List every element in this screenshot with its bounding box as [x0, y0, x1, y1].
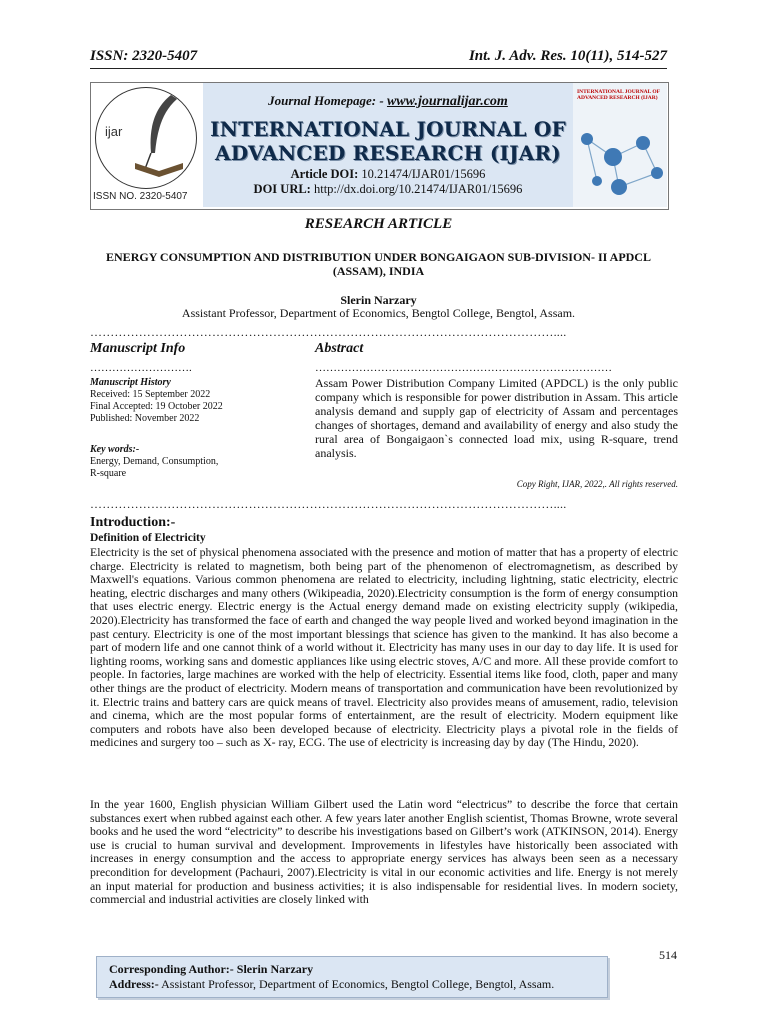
manuscript-info-heading: Manuscript Info	[90, 341, 186, 356]
journal-logo	[91, 83, 203, 207]
journal-title-line1: INTERNATIONAL JOURNAL OF	[210, 117, 566, 141]
history-heading: Manuscript History	[90, 377, 171, 388]
keywords-line1: Energy, Demand, Consumption,	[90, 456, 219, 467]
introduction-heading: Introduction:-	[90, 515, 176, 530]
keywords-line2: R-square	[90, 468, 127, 479]
molecule-icon	[573, 109, 667, 207]
keywords-heading: Key words:-	[90, 444, 140, 455]
abstract-heading: Abstract	[315, 341, 364, 356]
issn-text: ISSN: 2320-5407	[90, 48, 198, 64]
quill-book-icon	[131, 91, 187, 177]
corresponding-author: Corresponding Author:- Slerin Narzary	[109, 962, 314, 976]
received-date: Received: 15 September 2022	[90, 389, 211, 400]
keywords	[90, 444, 240, 480]
homepage-label: Journal Homepage: -	[268, 93, 384, 108]
logo-issn: ISSN NO. 2320-5407	[93, 191, 188, 202]
running-header	[90, 48, 667, 65]
address-value: Assistant Professor, Department of Economics, Bengtol College, Bengtol, Assam.	[158, 977, 555, 991]
header-rule	[90, 68, 667, 69]
homepage-link[interactable]: www.journalijar.com	[386, 94, 508, 109]
author-address	[109, 977, 554, 992]
doi-url-label: DOI URL:	[253, 182, 311, 196]
accepted-date: Final Accepted: 19 October 2022	[90, 401, 223, 412]
manuscript-dots: ……………………….	[90, 362, 192, 374]
published-date: Published: November 2022	[90, 413, 200, 424]
page-number: 514	[659, 948, 677, 962]
corresponding-author-box	[96, 956, 608, 998]
body-paragraph-1: Electricity is the set of physical phenomena associated with the presence and motion of matter that has a property of electric charge. Electricity is related to magnetism, both being part of the phenomenon of electromagnetism, as described by Maxwell's equations. Various common phenomena are related to electricity, including lightning, static electricity, electric heating, electric discharges and many others (Wikipeadia, 2020).Electricity consumption is the form of energy consumption that uses electric energy. Electric energy is the Actual energy demand made on existing electricity supply (wikipedia, 2020).Electricity has transformed the face of earth and changed the way people lived and worked beyond imagination in the past century. Electricity is one of the most important blessings that science has given to the mankind. It has also become a part of modern life and one cannot think of a world without it. Electricity has many uses in our day to day life. It is used for lighting rooms, working sans and domestic appliances like using electric stoves, A/C and more. All these provide comfort to people. In factories, large machines are worked with the help of electricity. Essential items like food, cloth, paper and many other things are the product of electricity. Modern means of transportation and communication have been revolutionized by it. Electric trains and battery cars are quick means of travel. Electricity also provides means of amusement, radio, television and cinema, which are the most popular forms of entertainment, are the result of electricity. Modern equipment like computers and robots have also been developed because of electricity. Electricity plays a pivotal role in the fields of medicines and surgery too – such as X- ray, ECG. The use of electricity is increasing day by day (The Hindu, 2020).	[90, 545, 678, 750]
doi-label: Article DOI:	[290, 167, 359, 181]
article-title: ENERGY CONSUMPTION AND DISTRIBUTION UNDER BONGAIGAON SUB-DIVISION- II APDCL (ASSAM), INDIA	[106, 250, 651, 278]
separator-top: ……………………………………………………………………………………………………....	[90, 325, 567, 339]
logo-text: ijar	[105, 124, 123, 139]
author-name: Slerin Narzary	[340, 293, 417, 307]
definition-heading: Definition of Electricity	[90, 532, 206, 544]
journal-title-line2: ADVANCED RESEARCH (IJAR)	[215, 141, 561, 165]
abstract-text: Assam Power Distribution Company Limited (APDCL) is the only public company which is responsible for power distribution in Assam. This article analysis demand and supply gap of electricity of Assam and percentages changes of shortages, demand and availability of energy and also study the rural area of Bongaigaon`s connected load mix, using R-square, trend analysis.	[315, 376, 678, 460]
doi-value: 10.21474/IJAR01/15696	[361, 167, 486, 181]
author-affiliation: Assistant Professor, Department of Economics, Bengtol College, Bengtol, Assam.	[181, 306, 576, 320]
journal-title	[203, 117, 573, 165]
journal-banner	[90, 82, 669, 210]
journal-homepage	[203, 93, 573, 110]
separator-bottom: ……………………………………………………………………………………………………....	[90, 497, 567, 511]
copyright-note: Copy Right, IJAR, 2022,. All rights reserved.	[516, 479, 678, 489]
article-type: RESEARCH ARTICLE	[304, 216, 453, 232]
body-paragraph-2: In the year 1600, English physician William Gilbert used the Latin word “electricus” to describe the force that certain substances exert when rubbed against each other. A few years later another English scientist, Thomas Browne, wrote several books and he used the word “electricity” to describe his investigations based on Gilbert’s work (ATKINSON, 2014). Energy use is crucial to human survival and development. Improvements in lifestyles have historically been associated with increases in energy consumption and the access to appropriate energy services has always been seen as a necessary precondition for development (Pachauri, 2007).Electricity is vital in our economic activities and life. Energy is not merely an input material for production and business activities; it is also indispensable for residential lives. In modern society, commercial and industrial activities are closely linked with	[90, 797, 678, 907]
citation-text: Int. J. Adv. Res. 10(11), 514-527	[468, 48, 667, 64]
manuscript-history	[90, 377, 300, 425]
abstract-dots: ………………………………………………………………………	[315, 362, 612, 374]
doi-url-link[interactable]: http://dx.doi.org/10.21474/IJAR01/15696	[313, 182, 523, 196]
doi-block	[203, 167, 573, 197]
journal-cover-image	[573, 83, 667, 207]
cover-title: INTERNATIONAL JOURNAL OF ADVANCED RESEARCH (IJAR)	[577, 89, 660, 101]
banner-center	[203, 83, 573, 207]
address-label: Address:-	[109, 977, 159, 991]
